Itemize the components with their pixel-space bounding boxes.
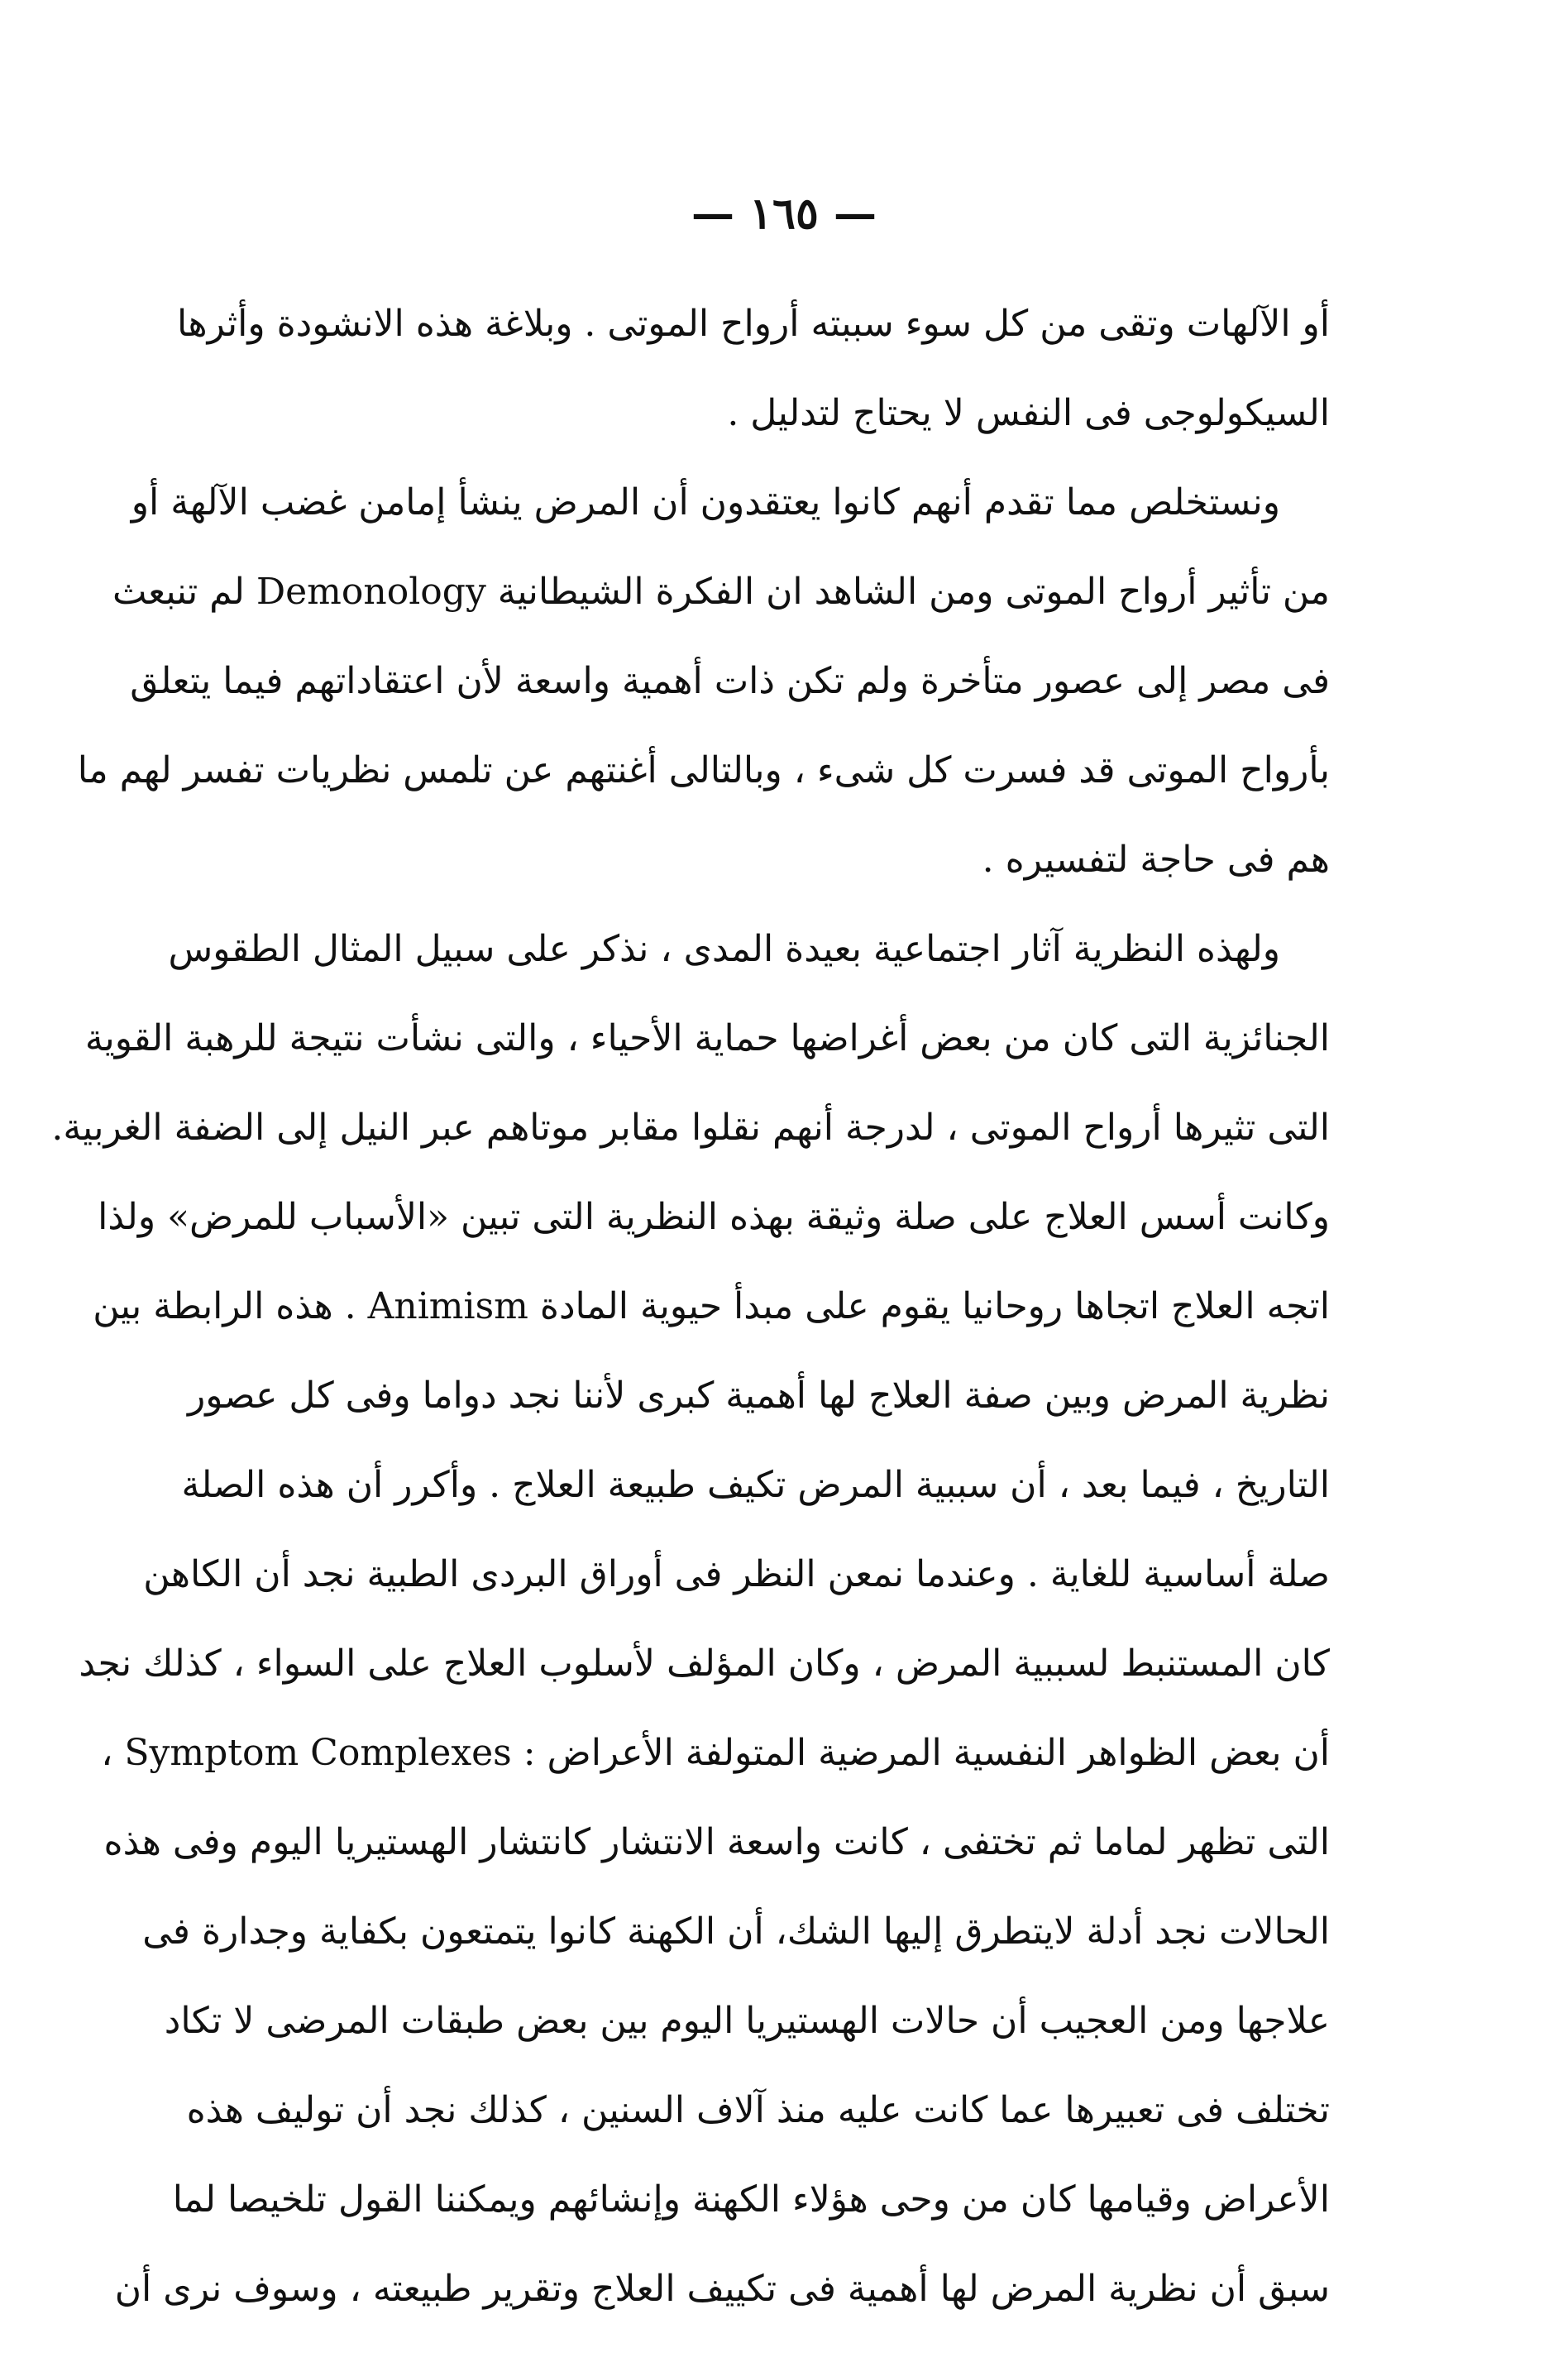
text-line: الجنائزية التى كان من بعض أغراضها حماية الأحياء ، والتى نشأت نتيجة للرهبة القوية: [84, 1017, 1330, 1059]
text-line: وكانت أسس العلاج على صلة وثيقة بهذه النظرية التى تبين «الأسباب للمرض» ولذا: [98, 1196, 1330, 1238]
text-line: سبق أن نظرية المرض لها أهمية فى تكييف العلاج وتقرير طبيعته ، وسوف نرى أن: [114, 2268, 1330, 2310]
page-number: — ١٦٥ —: [691, 189, 877, 239]
text-line: الأعراض وقيامها كان من وحى هؤلاء الكهنة وإنشائهم ويمكننا القول تلخيصا لما: [172, 2178, 1330, 2221]
text-line: فى مصر إلى عصور متأخرة ولم تكن ذات أهمية واسعة لأن اعتقاداتهم فيما يتعلق: [130, 660, 1330, 702]
text-line: التاريخ ، فيما بعد ، أن سببية المرض تكيف طبيعة العلاج . وأكرر أن هذه الصلة: [181, 1464, 1330, 1506]
text-line: صلة أساسية للغاية . وعندما نمعن النظر فى أوراق البردى الطبية نجد أن الكاهن: [143, 1553, 1330, 1595]
text-line: نظرية المرض وبين صفة العلاج لها أهمية كبرى لأننا نجد دواما وفى كل عصور: [188, 1375, 1330, 1417]
body-text: [51, 280, 1330, 2334]
text-line: التى تظهر لماما ثم تختفى ، كانت واسعة الانتشار كانتشار الهستيريا اليوم وفى هذه: [103, 1821, 1330, 1863]
text-line: التى تثيرها أرواح الموتى ، لدرجة أنهم نقلوا مقابر موتاهم عبر النيل إلى الضفة الغربية.: [51, 1107, 1330, 1149]
text-line: السيكولوجى فى النفس لا يحتاج لتدليل .: [727, 392, 1330, 434]
text-line: تختلف فى تعبيرها عما كانت عليه منذ آلاف السنين ، كذلك نجد أن توليف هذه: [186, 2089, 1330, 2131]
text-line: ونستخلص مما تقدم أنهم كانوا يعتقدون أن المرض ينشأ إمامن غضب الآلهة أو: [131, 481, 1280, 524]
text-line: كان المستنبط لسببية المرض ، وكان المؤلف لأسلوب العلاج على السواء ، كذلك نجد: [79, 1642, 1330, 1685]
text-line: أن بعض الظواهر النفسية المرضية المتولفة الأعراض : Symptom Complexes ،: [101, 1732, 1330, 1774]
text-line: من تأثير أرواح الموتى ومن الشاهد ان الفكرة الشيطانية Demonology لم تنبعث: [112, 571, 1330, 613]
text-line: ولهذه النظرية آثار اجتماعية بعيدة المدى ، نذكر على سبيل المثال الطقوس: [168, 928, 1280, 970]
text-line: علاجها ومن العجيب أن حالات الهستيريا اليوم بين بعض طبقات المرضى لا تكاد: [164, 2000, 1330, 2042]
text-line: بأرواح الموتى قد فسرت كل شىء ، وبالتالى أغنتهم عن تلمس نظريات تفسر لهم ما: [77, 749, 1330, 791]
text-line: هم فى حاجة لتفسيره .: [982, 839, 1330, 881]
text-line: الحالات نجد أدلة لايتطرق إليها الشك، أن الكهنة كانوا يتمتعون بكفاية وجدارة فى: [142, 1910, 1330, 1953]
text-line: اتجه العلاج اتجاها روحانيا يقوم على مبدأ حيوية المادة Animism . هذه الرابطة بين: [93, 1285, 1330, 1327]
text-line: أو الآلهات وتقى من كل سوء سببته أرواح الموتى . وبلاغة هذه الانشودة وأثرها: [176, 303, 1330, 345]
